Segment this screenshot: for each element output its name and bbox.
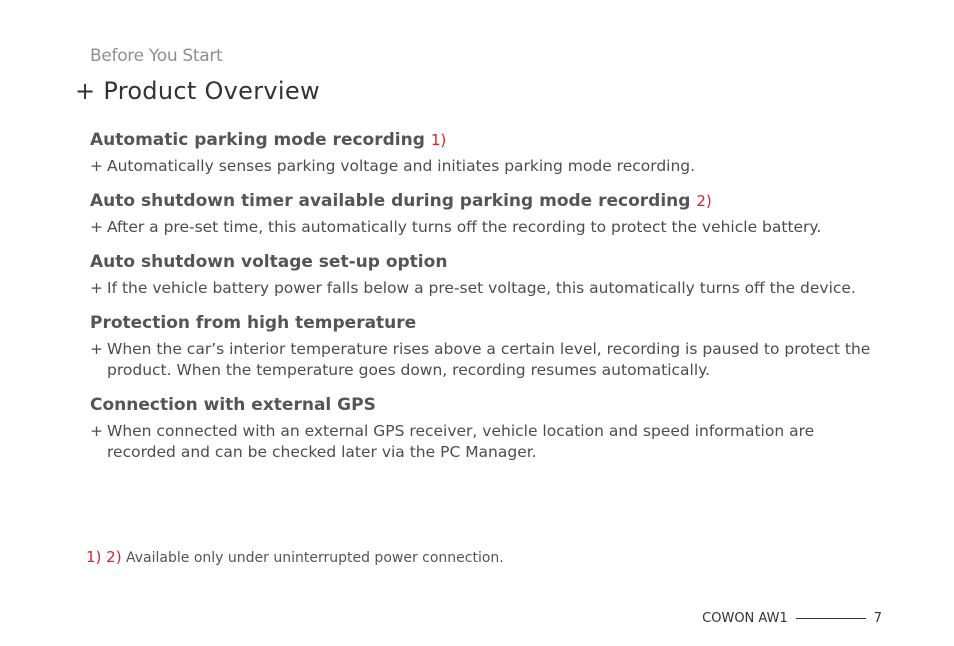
feature-description <box>90 217 880 238</box>
feature-list <box>90 128 880 463</box>
feature-description-text: When the car’s interior temperature rises above a certain level, recording is paused to protect the product. When the temperature goes down, recording resumes automatically. <box>107 340 871 379</box>
feature-heading <box>90 393 880 417</box>
feature-description-text: After a pre-set time, this automatically turns off the recording to protect the vehicle battery. <box>107 218 822 236</box>
feature-heading-text: Automatic parking mode recording <box>90 130 425 150</box>
footnote <box>86 548 504 566</box>
footer-divider <box>796 618 866 619</box>
feature-parking-mode <box>90 128 880 177</box>
breadcrumb: Before You Start <box>90 46 223 66</box>
footnote-text: Available only under uninterrupted power connection. <box>126 550 504 566</box>
plus-bullet: + <box>90 279 103 297</box>
feature-heading-text: Auto shutdown timer available during parking mode recording <box>90 191 691 211</box>
feature-description-text: If the vehicle battery power falls below a pre-set voltage, this automatically turns off the device. <box>107 279 856 297</box>
plus-bullet: + <box>90 218 103 236</box>
feature-heading <box>90 128 880 152</box>
footnote-ref: 2) <box>696 192 712 210</box>
plus-bullet: + <box>90 340 103 358</box>
footnote-ref: 1) <box>430 131 447 149</box>
feature-shutdown-voltage <box>90 250 880 299</box>
feature-heading <box>90 311 880 335</box>
footer-product-name: COWON AW1 <box>702 611 788 626</box>
feature-description <box>90 156 880 177</box>
page-number: 7 <box>873 611 882 626</box>
page-footer <box>702 611 882 626</box>
feature-heading-text: Auto shutdown voltage set-up option <box>90 252 448 272</box>
feature-heading <box>90 189 880 213</box>
feature-description-text: Automatically senses parking voltage and initiates parking mode recording. <box>107 157 696 175</box>
feature-heading-text: Connection with external GPS <box>90 395 376 415</box>
feature-description <box>90 421 880 463</box>
feature-external-gps <box>90 393 880 463</box>
feature-description <box>90 339 880 381</box>
feature-heading <box>90 250 880 274</box>
plus-bullet: + <box>90 422 103 440</box>
feature-heading-text: Protection from high temperature <box>90 313 417 333</box>
plus-bullet: + <box>90 157 103 175</box>
footnote-refs: 1) 2) <box>86 548 122 566</box>
feature-shutdown-timer <box>90 189 880 238</box>
feature-description-text: When connected with an external GPS receiver, vehicle location and speed information are recorded and can be checked later via the PC Manager. <box>107 422 815 461</box>
feature-description <box>90 278 880 299</box>
feature-high-temperature <box>90 311 880 381</box>
page-title: + Product Overview <box>75 77 320 105</box>
